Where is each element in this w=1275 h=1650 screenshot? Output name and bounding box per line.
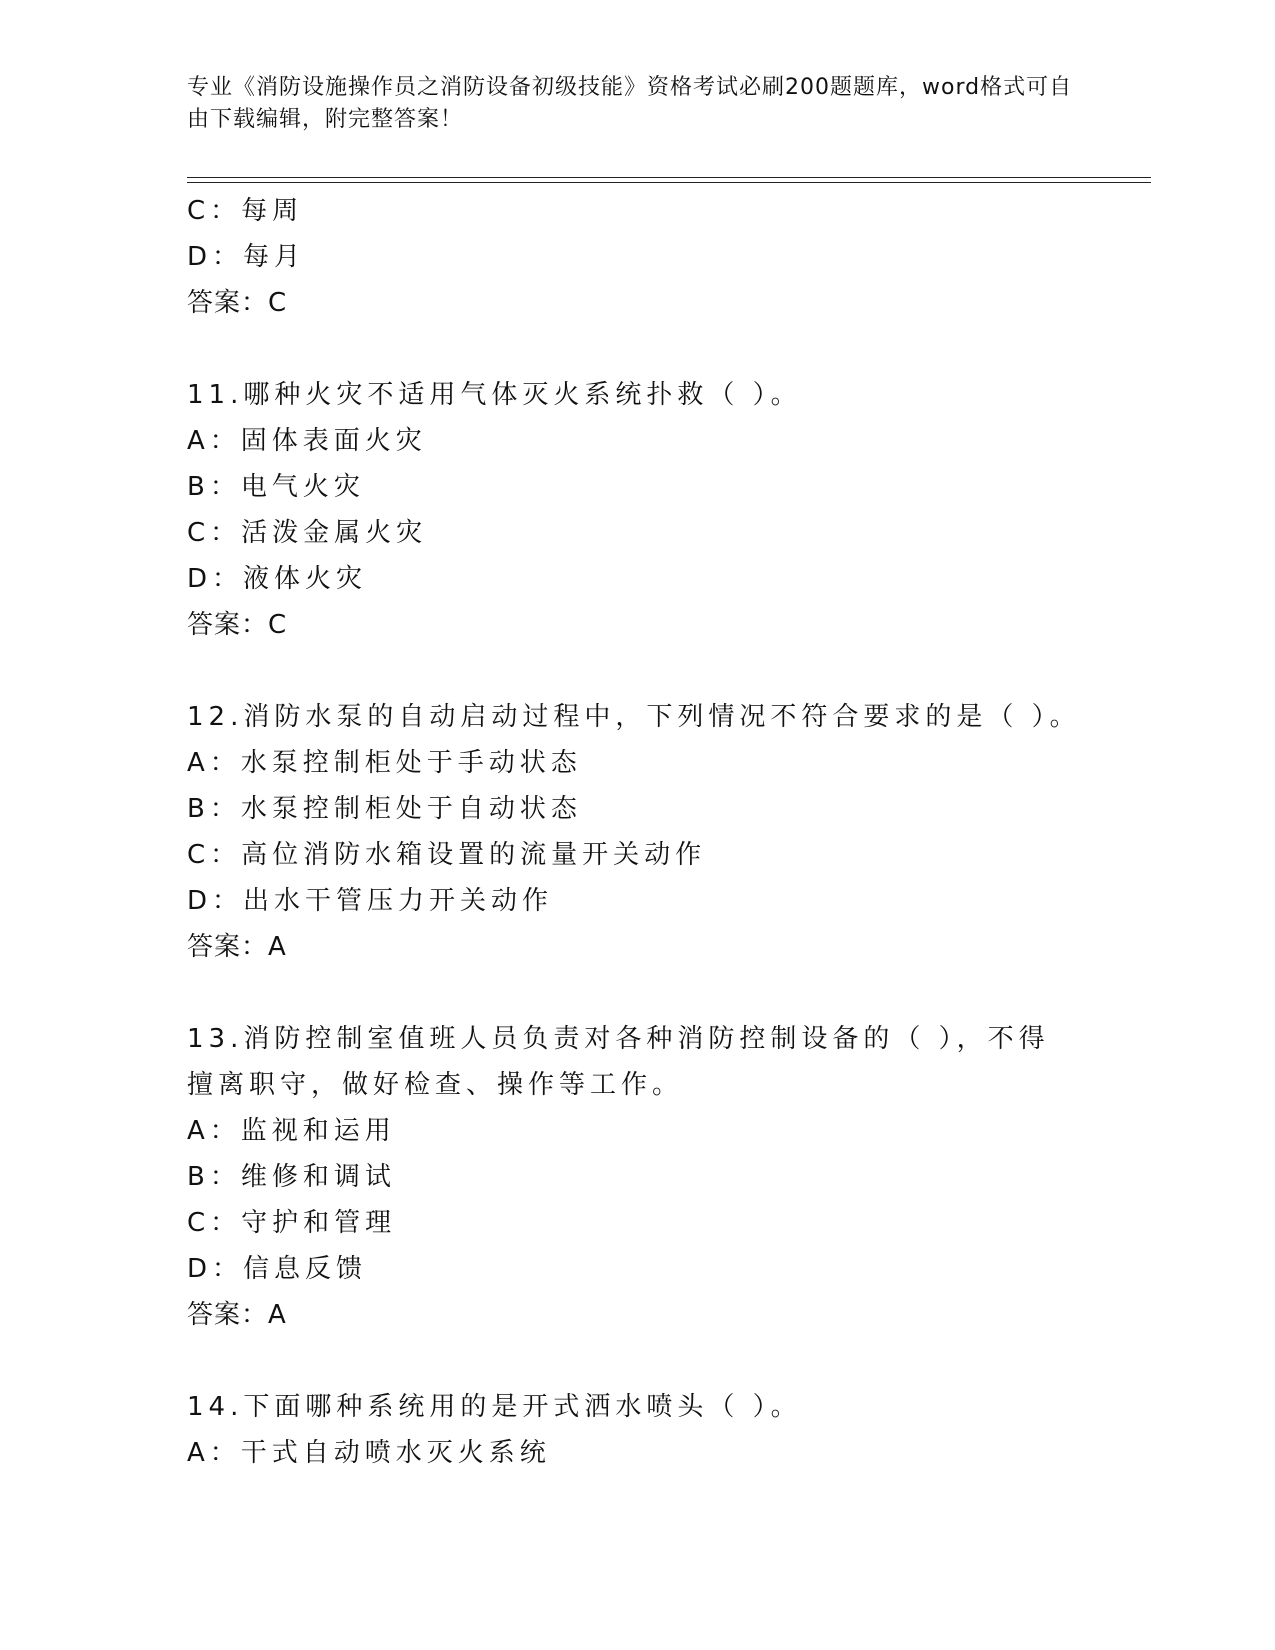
option-b: B：电气火灾 — [187, 472, 365, 502]
question-11 — [187, 372, 1087, 648]
option-c: C：活泼金属火灾 — [187, 518, 428, 548]
option-d: D：液体火灾 — [187, 564, 368, 594]
answer-line: 答案：C — [187, 610, 288, 640]
option-b: B：维修和调试 — [187, 1162, 396, 1192]
option-d: D：信息反馈 — [187, 1254, 368, 1284]
option-c: C：每周 — [187, 196, 304, 226]
header-divider-bottom — [187, 182, 1151, 183]
question-14 — [187, 1384, 1087, 1476]
question-stem: 13.消防控制室值班人员负责对各种消防控制设备的（ ），不得擅离职守，做好检查、操作等工作。 — [187, 1024, 1050, 1100]
spacer — [187, 326, 1087, 372]
spacer — [187, 1338, 1087, 1384]
answer-line: 答案：A — [187, 932, 287, 962]
option-a: A：监视和运用 — [187, 1116, 396, 1146]
question-stem: 14.下面哪种系统用的是开式洒水喷头（ ）。 — [187, 1392, 802, 1422]
option-c: C：守护和管理 — [187, 1208, 397, 1238]
header-divider-top — [187, 177, 1151, 178]
question-stem: 12.消防水泵的自动启动过程中，下列情况不符合要求的是（ ）。 — [187, 702, 1081, 732]
answer-line: 答案：C — [187, 288, 288, 318]
previous-question-tail — [187, 188, 1087, 326]
answer-line: 答案：A — [187, 1300, 287, 1330]
option-d: D：每月 — [187, 242, 306, 272]
spacer — [187, 648, 1087, 694]
option-d: D：出水干管压力开关动作 — [187, 886, 554, 916]
option-b: B：水泵控制柜处于自动状态 — [187, 794, 582, 824]
option-a: A：水泵控制柜处于手动状态 — [187, 748, 582, 778]
question-stem: 11.哪种火灾不适用气体灭火系统扑救（ ）。 — [187, 380, 802, 410]
spacer — [187, 970, 1087, 1016]
question-12 — [187, 694, 1087, 970]
option-a: A：固体表面火灾 — [187, 426, 427, 456]
option-a: A：干式自动喷水灭火系统 — [187, 1438, 551, 1468]
option-c: C：高位消防水箱设置的流量开关动作 — [187, 840, 707, 870]
document-header: 专业《消防设施操作员之消防设备初级技能》资格考试必刷200题题库，word格式可自由下载编辑，附完整答案！ — [187, 75, 1073, 132]
question-13 — [187, 1016, 1087, 1338]
question-list — [187, 188, 1087, 1476]
